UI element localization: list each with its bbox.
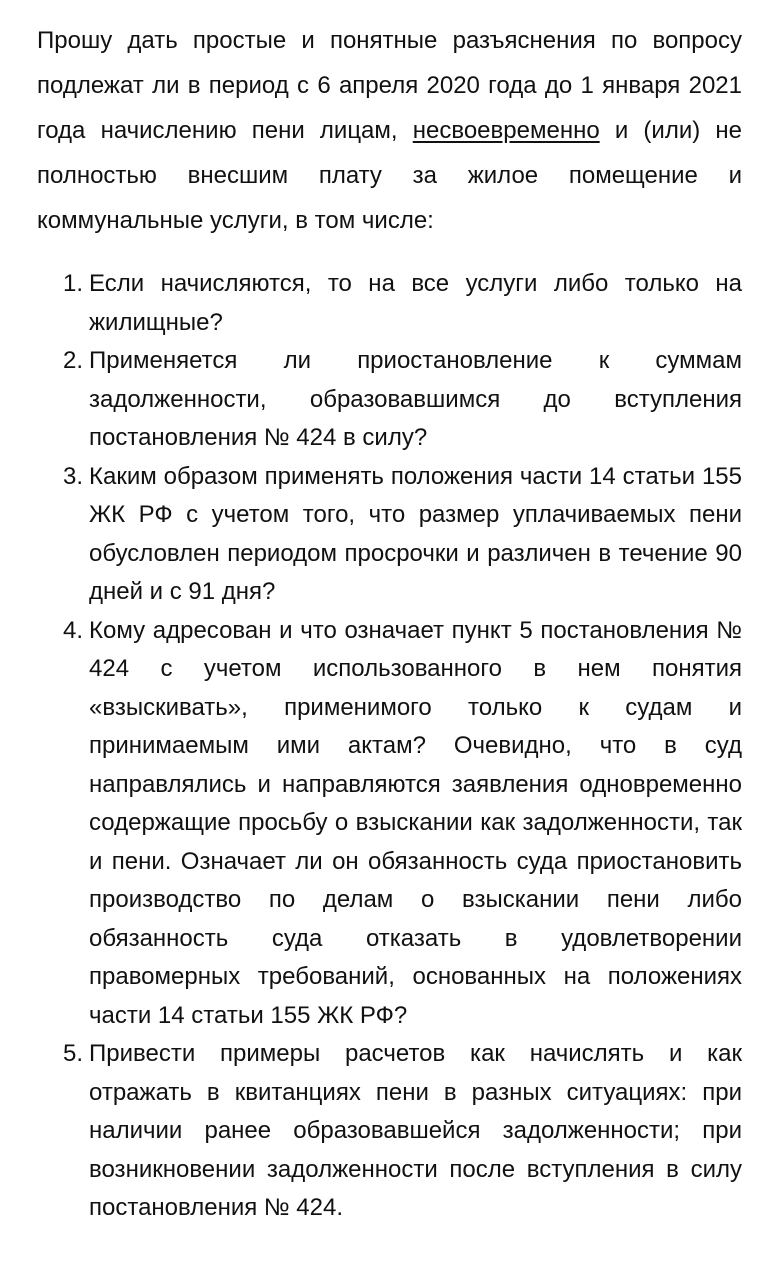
question-text: Если начисляются, то на все услуги либо только на жилищные? xyxy=(89,270,742,336)
question-text: Каким образом применять положения части 14 статьи 155 ЖК РФ с учетом того, что размер уплачиваемых пени обусловлен периодом просрочки и различен в течение 90 дней и с 91 дня? xyxy=(89,462,742,605)
question-number: 5. xyxy=(63,1040,84,1067)
question-text: Привести примеры расчетов как начислять и как отражать в квитанциях пени в разных ситуациях: при наличии ранее образовавшейся задолженности; при возникновении задолженности после вступления в силу постановления № 424. xyxy=(89,1040,742,1221)
question-text: Кому адресован и что означает пункт 5 постановления № 424 с учетом использованного в нем понятия «взыскивать», применимого только к судам и принимаемым ими актам? Очевидно, что в суд направлялись и направляются заявления одновременно содержащие просьбу о взыскании как задолженности, так и пени. Означает ли он обязанность суда приостановить производство по делам о взыскании пени либо обязанность суда отказать в удовлетворении правомерных требований, основанных на положениях части 14 статьи 155 ЖК РФ? xyxy=(89,616,742,1029)
intro-paragraph xyxy=(37,18,742,243)
question-number: 2. xyxy=(63,347,84,374)
question-number: 3. xyxy=(63,462,84,490)
intro-underlined-word: несвоевременно xyxy=(412,117,600,144)
question-item-1 xyxy=(37,265,742,342)
question-item-3 xyxy=(37,458,742,612)
intro-text-start: Прошу дать простые и понятные разъяснения по вопросу подлежат ли в период с 6 апреля 2020 года до 1 января 2021 года начислению пени лицам, xyxy=(37,27,742,144)
question-item-5 xyxy=(37,1035,742,1228)
question-text: Применяется ли приостановление к суммам задолженности, образовавшимся до вступления постановления № 424 в силу? xyxy=(89,347,742,451)
question-item-4 xyxy=(37,612,742,1036)
intro-text-end: и (или) не полностью внесшим плату за жилое помещение и коммунальные услуги, в том числе: xyxy=(37,117,742,234)
question-item-2 xyxy=(37,342,742,458)
questions-list xyxy=(37,265,742,1228)
document-page xyxy=(37,18,742,1228)
question-number: 1. xyxy=(63,270,84,297)
question-number: 4. xyxy=(63,616,84,644)
